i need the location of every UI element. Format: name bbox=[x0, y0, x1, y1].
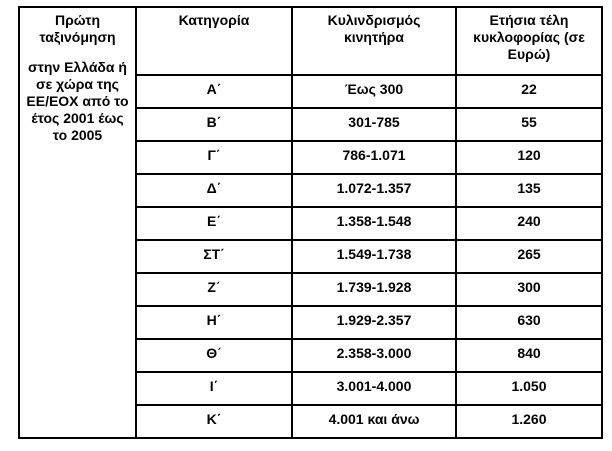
first-registration-body: στην Ελλάδα ή σε χώρα της ΕΕ/ΕΟΧ από το έτος 2001 έως το 2005 bbox=[26, 59, 129, 143]
fee-cell: 265 bbox=[456, 240, 602, 273]
fee-cell: 300 bbox=[456, 273, 602, 306]
capacity-cell: 3.001-4.000 bbox=[292, 372, 456, 405]
capacity-cell: Έως 300 bbox=[292, 75, 456, 108]
annual-fees-header: Ετήσια τέλη κυκλοφορίας (σε Ευρώ) bbox=[456, 7, 602, 75]
capacity-cell: 4.001 και άνω bbox=[292, 405, 456, 438]
category-cell: Β΄ bbox=[136, 108, 292, 141]
category-cell: Ι΄ bbox=[136, 372, 292, 405]
fee-cell: 630 bbox=[456, 306, 602, 339]
capacity-cell: 1.072-1.357 bbox=[292, 174, 456, 207]
category-cell: Δ΄ bbox=[136, 174, 292, 207]
capacity-cell: 1.739-1.928 bbox=[292, 273, 456, 306]
first-registration-cell bbox=[19, 7, 136, 438]
fee-cell: 22 bbox=[456, 75, 602, 108]
category-cell: Γ΄ bbox=[136, 141, 292, 174]
capacity-cell: 1.358-1.548 bbox=[292, 207, 456, 240]
first-registration-title: Πρώτη ταξινόμηση bbox=[39, 12, 116, 45]
fee-cell: 1.260 bbox=[456, 405, 602, 438]
capacity-cell: 1.929-2.357 bbox=[292, 306, 456, 339]
capacity-cell: 786-1.071 bbox=[292, 141, 456, 174]
category-header: Κατηγορία bbox=[136, 7, 292, 75]
fee-cell: 840 bbox=[456, 339, 602, 372]
header-row bbox=[19, 7, 602, 75]
engine-capacity-header: Κυλινδρισμός κινητήρα bbox=[292, 7, 456, 75]
category-cell: Α΄ bbox=[136, 75, 292, 108]
capacity-cell: 2.358-3.000 bbox=[292, 339, 456, 372]
fee-cell: 135 bbox=[456, 174, 602, 207]
capacity-cell: 1.549-1.738 bbox=[292, 240, 456, 273]
fee-cell: 240 bbox=[456, 207, 602, 240]
fee-cell: 120 bbox=[456, 141, 602, 174]
road-tax-table bbox=[18, 6, 603, 439]
category-cell: Θ΄ bbox=[136, 339, 292, 372]
category-cell: Κ΄ bbox=[136, 405, 292, 438]
category-cell: ΣΤ΄ bbox=[136, 240, 292, 273]
capacity-cell: 301-785 bbox=[292, 108, 456, 141]
category-cell: Ε΄ bbox=[136, 207, 292, 240]
fee-cell: 55 bbox=[456, 108, 602, 141]
category-cell: Ζ΄ bbox=[136, 273, 292, 306]
fee-cell: 1.050 bbox=[456, 372, 602, 405]
category-cell: Η΄ bbox=[136, 306, 292, 339]
